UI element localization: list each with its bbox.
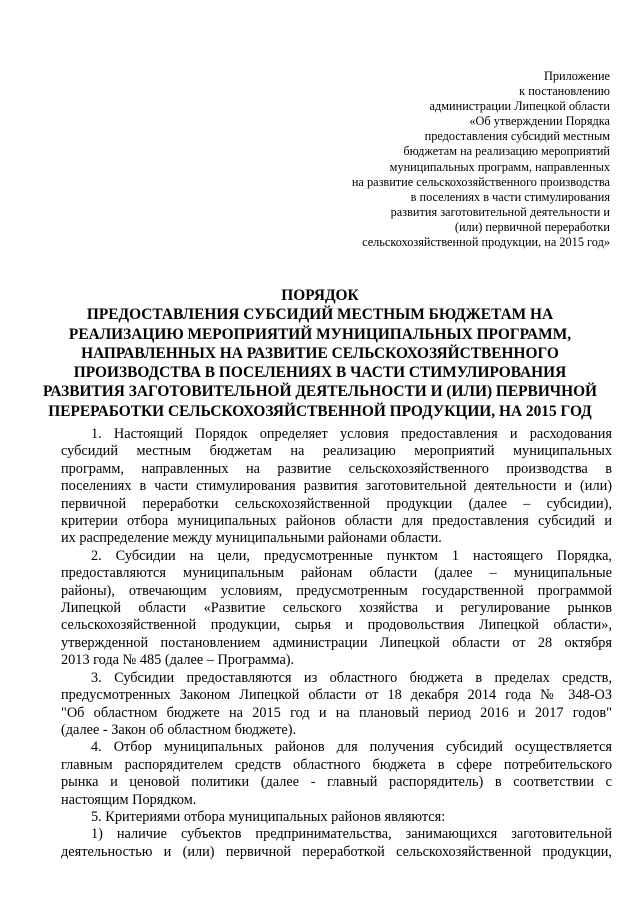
appendix-line: администрации Липецкой области <box>429 99 610 114</box>
text-line: 1) наличие субъектов предпринимательства, занимающихся заготовительной <box>91 826 612 843</box>
text-line: 5. Критериями отбора муниципальных районов являются: <box>91 808 446 825</box>
appendix-header <box>352 69 610 250</box>
text-line: 4. Отбор муниципальных районов для получения субсидий осуществляется <box>91 739 612 756</box>
text-line: 1. Настоящий Порядок определяет условия предоставления и расходования <box>91 426 612 442</box>
text-line: критерии отбора муниципальных районов области для предоставления субсидий и <box>61 513 612 530</box>
appendix-line: развития заготовительной деятельности и <box>390 204 610 219</box>
appendix-line: бюджетам на реализацию мероприятий <box>403 144 610 159</box>
appendix-line: Приложение <box>544 69 610 83</box>
title-line: ПЕРЕРАБОТКИ СЕЛЬСКОХОЗЯЙСТВЕННОЙ ПРОДУКЦИИ, НА 2015 ГОД <box>48 402 592 420</box>
text-line: 2013 года № 485 (далее – Программа). <box>61 652 295 669</box>
document-title <box>40 286 600 421</box>
appendix-line: «Об утверждении Порядка <box>469 114 610 129</box>
paragraph-4 <box>61 739 612 809</box>
appendix-line: предоставления субсидий местным <box>424 129 610 144</box>
text-line: деятельностью и (или) первичной переработкой сельскохозяйственной продукции, <box>61 843 612 860</box>
paragraph-5-item-1 <box>61 826 612 861</box>
text-line: настоящим Порядком. <box>61 791 197 808</box>
text-line: субсидий местным бюджетам на реализацию мероприятий муниципальных <box>61 443 612 460</box>
text-line: предоставляются муниципальным районам области (далее – муниципальные <box>61 565 612 582</box>
text-line: предусмотренных Законом Липецкой области от 18 декабря 2014 года № 348-ОЗ <box>61 687 612 704</box>
paragraph-2 <box>61 548 612 670</box>
paragraph-1 <box>61 426 612 548</box>
text-line: поселениях в части стимулирования развития заготовительной деятельности и (или) <box>61 478 612 495</box>
title-line: ПРЕДОСТАВЛЕНИЯ СУБСИДИЙ МЕСТНЫМ БЮДЖЕТАМ НА <box>86 306 554 324</box>
paragraph-3 <box>61 670 612 740</box>
document-body <box>61 426 612 861</box>
text-line: рынка и ценовой политики (далее - главный распорядитель) в соответствии с <box>61 774 612 791</box>
title-line: НАПРАВЛЕННЫХ НА РАЗВИТИЕ СЕЛЬСКОХОЗЯЙСТВЕННОГО <box>81 344 559 362</box>
text-line: первичной переработки сельскохозяйственной продукции (далее – субсидии), <box>61 495 612 512</box>
appendix-line: в поселениях в части стимулирования <box>410 189 610 204</box>
text-line: (далее - Закон об областном бюджете). <box>61 721 297 738</box>
text-line: Липецкой области «Развитие сельского хозяйства и регулирование рынков <box>61 600 612 617</box>
appendix-line: муниципальных программ, направленных <box>389 159 610 174</box>
title-line: РАЗВИТИЯ ЗАГОТОВИТЕЛЬНОЙ ДЕЯТЕЛЬНОСТИ И (ИЛИ) ПЕРВИЧНОЙ <box>42 383 598 401</box>
text-line: утвержденной постановлением администрации Липецкой области от 28 октября <box>61 634 612 651</box>
text-line: главным распорядителем средств областного бюджета в сфере потребительского <box>61 756 612 773</box>
text-line: 3. Субсидии предоставляются из областного бюджета в пределах средств, <box>91 669 612 686</box>
text-line: 2. Субсидии на цели, предусмотренные пунктом 1 настоящего Порядка, <box>91 547 612 564</box>
text-line: программ, направленных на развитие сельскохозяйственного производства в <box>61 460 612 477</box>
title-line: РЕАЛИЗАЦИЮ МЕРОПРИЯТИЙ МУНИЦИПАЛЬНЫХ ПРОГРАММ, <box>68 325 572 343</box>
text-line: районы), отвечающим условиям, предусмотренным государственной программой <box>61 582 612 599</box>
appendix-line: (или) первичной переработки <box>454 219 610 234</box>
text-line: сельскохозяйственной продукции, сырья и продовольствия Липецкой области», <box>61 617 612 634</box>
paragraph-5 <box>61 809 612 826</box>
text-line: их распределение между муниципальными районами области. <box>61 530 442 547</box>
appendix-line: сельскохозяйственной продукции, на 2015 год» <box>362 235 610 250</box>
text-line: "Об областном бюджете на 2015 год и на плановый период 2016 и 2017 годов" <box>61 704 612 721</box>
title-line: ПОРЯДОК <box>281 287 359 304</box>
title-line: ПРОИЗВОДСТВА В ПОСЕЛЕНИЯХ В ЧАСТИ СТИМУЛИРОВАНИЯ <box>73 364 567 382</box>
appendix-line: к постановлению <box>519 84 610 99</box>
appendix-line: на развитие сельскохозяйственного производства <box>351 174 610 189</box>
